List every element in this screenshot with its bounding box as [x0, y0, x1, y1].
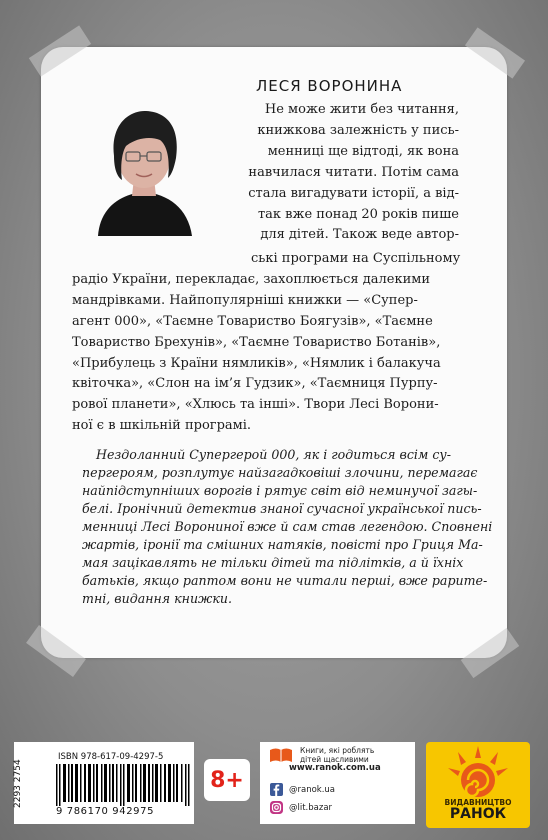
publisher-logo-title: РАНОК — [449, 806, 507, 822]
book-icon — [268, 747, 294, 763]
tagline-line: дітей щасливими — [300, 755, 369, 764]
blurb-line: менниці Лесі Ворониної вже й сам став легендою. Сповнені — [82, 519, 493, 534]
bio-line: навчилася читати. Потім сама — [248, 164, 459, 180]
publisher-instagram-row — [270, 801, 332, 814]
tagline-line: Книги, які роблять — [300, 746, 375, 755]
blurb-line: Нездоланний Супергерой 000, як і годиться всім су- — [96, 447, 451, 462]
ean-digits: 9 786170 942975 — [56, 806, 155, 817]
bio-line: агент 000», «Таємне Товариство Боягузів», «Таємне — [72, 313, 433, 329]
blurb-line: тні, видання книжки. — [82, 591, 233, 606]
blurb-line: батьків, якщо раптом вони не читали перші, вже рарите- — [82, 573, 488, 588]
bio-line: для дітей. Також веде автор- — [260, 227, 459, 243]
blurb-line: мая зацікавлять не тільки дітей та підлітків, а й їхніх — [82, 555, 464, 570]
bio-line: радіо України, перекладає, захоплюється далекими — [72, 271, 431, 287]
bio-line: книжкова залежність у пись- — [257, 122, 459, 138]
publisher-instagram[interactable]: @lit.bazar — [289, 802, 333, 813]
bio-line: рової планети», «Хлюсь та інші». Твори Лесі Ворони- — [72, 397, 439, 413]
bio-line: Товариство Брехунів», «Таємне Товариство Ботанів», — [72, 334, 441, 350]
barcode — [56, 764, 190, 806]
blurb-line: белі. Іронічний детектив знаної сучасної української пись- — [82, 501, 482, 516]
blurb-line: жартів, іронії та смішних натяків, повісті про Гриця Ма- — [82, 537, 483, 552]
publisher-tagline — [300, 746, 410, 764]
sun-logo-icon — [446, 744, 510, 798]
publisher-facebook[interactable]: @ranok.ua — [289, 784, 336, 795]
facebook-icon — [270, 783, 283, 796]
bio-line: ські програми на Суспільному — [251, 251, 461, 266]
book-blurb — [82, 446, 493, 608]
isbn-label: ISBN 978-617-09-4297-5 — [58, 752, 164, 762]
publisher-website-row — [270, 763, 381, 773]
ean-side-digits: 2293 2754 — [13, 759, 23, 808]
bio-column-text — [233, 100, 459, 246]
age-rating-badge: 8+ — [204, 759, 250, 801]
publisher-logo-subtitle: ВИДАВНИЦТВО — [444, 798, 512, 807]
author-photo — [68, 96, 218, 236]
bio-line: мандрівками. Найпопулярніші книжки — «Супер- — [72, 292, 418, 308]
bio-line: менниці ще відтоді, як вона — [267, 143, 459, 159]
publisher-website[interactable]: www.ranok.com.ua — [289, 763, 381, 773]
bio-text — [72, 249, 461, 437]
blurb-line: найпідступніших ворогів і рятує світ від неминучої загы- — [82, 483, 478, 498]
blurb-line: пергероям, розплутує найзагадковіші злочини, перемагає — [82, 465, 478, 480]
bio-line: Не може жити без читання, — [264, 102, 459, 117]
publisher-facebook-row — [270, 783, 335, 796]
bio-line: «Прибулець з Країни нямликів», «Нямлик і балакуча — [72, 355, 441, 371]
instagram-icon — [270, 801, 283, 814]
bio-line: квіточка», «Слон на ім’я Гудзик», «Таємниця Пурпу- — [72, 376, 438, 392]
bio-line: стала вигадувати історії, а від- — [248, 185, 459, 201]
bio-line: так вже понад 20 років пише — [257, 206, 459, 222]
bio-line: ної є в шкільній програмі. — [72, 418, 252, 434]
author-name: ЛЕСЯ ВОРОНИНА — [256, 77, 403, 95]
